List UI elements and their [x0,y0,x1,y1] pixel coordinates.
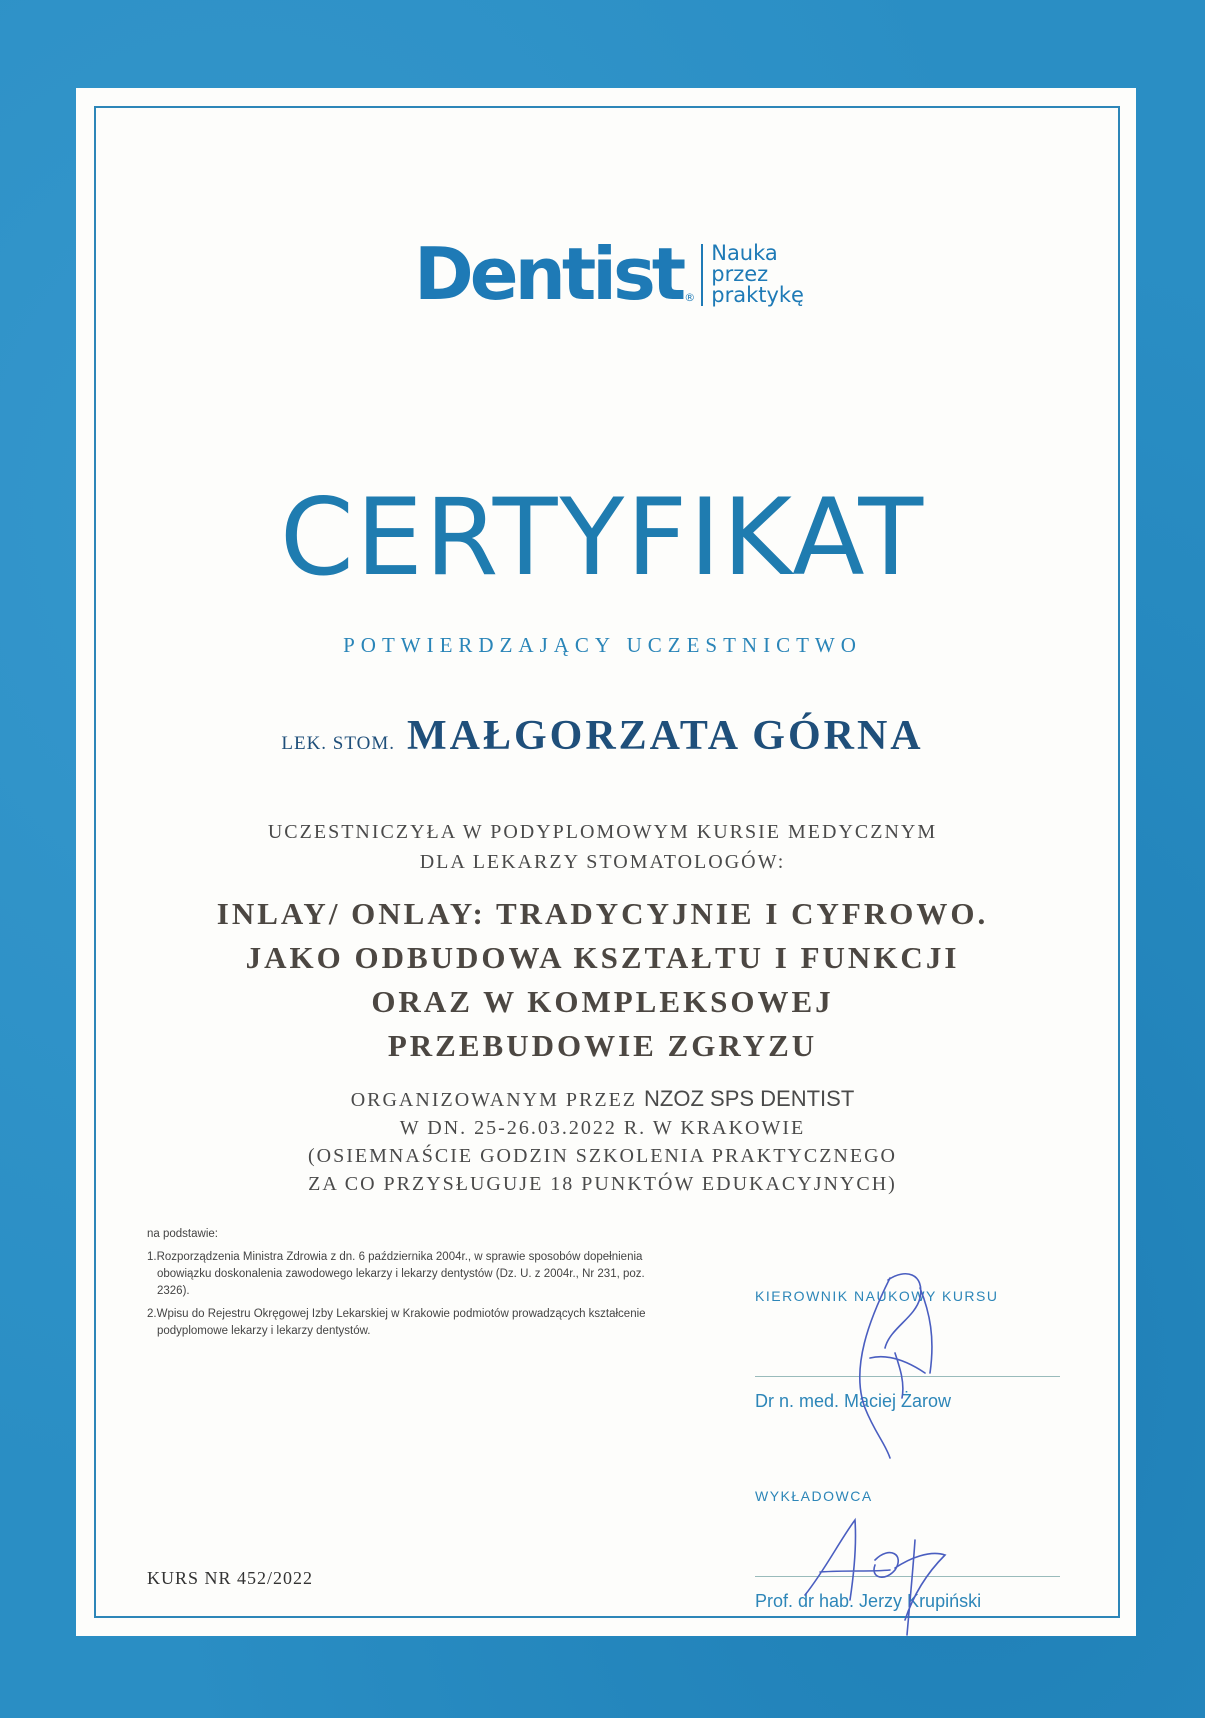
participation-statement [0,817,1205,877]
organizer-name: NZOZ SPS DENTIST [644,1086,855,1111]
intro-line: UCZESTNICZYŁA W PODYPLOMOWYM KURSIE MEDYCZNYM [267,821,938,843]
course-title-line: PRZEBUDOWIE ZGRYZU [387,1028,818,1063]
date-line [0,1114,1205,1142]
date-suffix: R. W KRAKOWIE [623,1117,806,1139]
recipient-line [0,712,1205,760]
legal-basis [147,1226,647,1346]
logo-registered-mark: ® [684,291,696,304]
certificate-subtitle: POTWIERDZAJĄCY UCZESTNICTWO [343,633,862,657]
logo-tagline-line: praktykę [711,283,804,307]
signature-role: WYKŁADOWCA [755,1488,873,1504]
signature-scribble-director [830,1258,960,1468]
course-title-line: INLAY/ ONLAY: TRADYCYJNIE I CYFROWO. [216,896,989,931]
organizer-prefix: ORGANIZOWANYM PRZEZ [350,1089,638,1111]
logo-wordmark: Dentist [414,232,683,316]
legal-heading: na podstawie: [147,1228,218,1240]
legal-item: 1.Rozporządzenia Ministra Zdrowia z dn. 6 października 2004r., w sprawie sposobów dopełnienia obowiązku doskonalenia zawodowego lekarzy i lekarzy dentystów (Dz. U. z 2004r., Nr 231, poz. 2326). [147,1251,645,1297]
course-title [0,892,1205,1068]
course-title-line: JAKO ODBUDOWA KSZTAŁTU I FUNKCJI [245,940,960,975]
intro-line: DLA LEKARZY STOMATOLOGÓW: [419,851,786,873]
organizer-line [0,1085,1205,1114]
logo-tagline [711,243,804,306]
course-date: 25-26.03.2022 [474,1117,617,1139]
signature-scribble-lecturer [795,1500,975,1640]
logo-tagline-line: Nauka [711,241,778,265]
recipient-prefix: LEK. STOM. [281,733,395,754]
logo-tagline-line: przez [711,262,769,286]
signature-name: Dr n. med. Maciej Żarow [755,1391,952,1411]
date-prefix: W DN. [399,1117,468,1139]
points-line: ZA CO PRZYSŁUGUJE 18 PUNKTÓW EDUKACYJNYCH) [308,1173,897,1195]
course-title-line: ORAZ W KOMPLEKSOWEJ [371,984,834,1019]
signature-role: KIEROWNIK NAUKOWY KURSU [755,1288,999,1304]
organizer-info [0,1085,1205,1198]
recipient-name: MAŁGORZATA GÓRNA [407,713,924,759]
hours-line: (OSIEMNAŚCIE GODZIN SZKOLENIA PRAKTYCZNEGO [308,1145,897,1167]
legal-item: 2.Wpisu do Rejestru Okręgowej Izby Lekarskiej w Krakowie podmiotów prowadzących kształcenie podyplomowe lekarzy i lekarzy dentystów. [147,1308,646,1337]
certificate-title: CERTYFIKAT [279,476,926,599]
logo-separator [701,244,703,306]
signature-name: Prof. dr hab. Jerzy Krupiński [755,1591,982,1611]
dentist-logo [414,230,804,316]
course-number: KURS NR 452/2022 [147,1568,314,1588]
